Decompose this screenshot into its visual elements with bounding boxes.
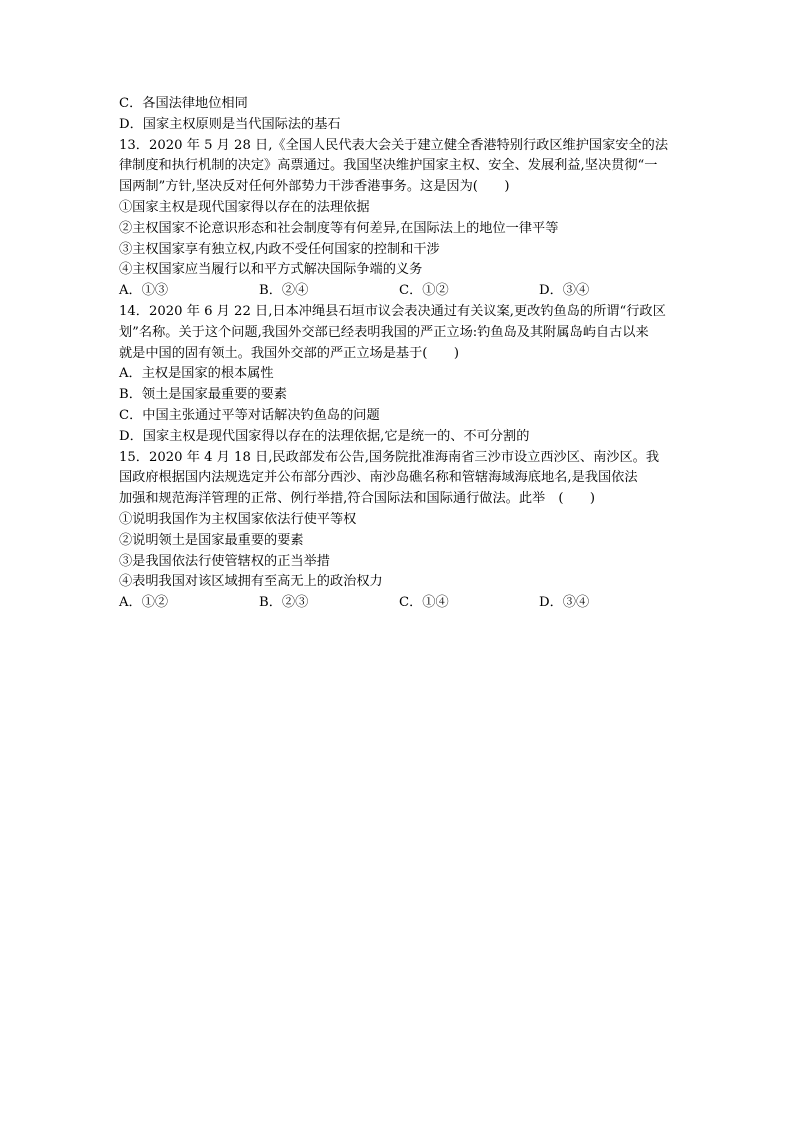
question-stem-line: 15．2020 年 4 月 18 日,民政部发布公告,国务院批准海南省三沙市设立西沙区、南沙区。我	[119, 449, 660, 465]
question-stem-line: 13．2020 年 5 月 28 日,《全国人民代表大会关于建立健全香港特别行政区维护国家安全的法	[119, 137, 669, 153]
question-stem-line: 划”名称。关于这个问题,我国外交部已经表明我国的严正立场:钓鱼岛及其附属岛屿自古以来	[119, 324, 649, 340]
option-b: B．领土是国家最重要的要素	[119, 387, 287, 403]
statement-2: ②主权国家不论意识形态和社会制度等有何差异,在国际法上的地位一律平等	[119, 220, 559, 236]
question-12-tail	[119, 94, 679, 136]
option-a: A．主权是国家的根本属性	[119, 366, 274, 382]
statement-4: ④主权国家应当履行以和平方式解决国际争端的义务	[119, 262, 423, 278]
option-c: C．中国主张通过平等对话解决钓鱼岛的问题	[119, 407, 380, 423]
choice-d: D．③④	[539, 283, 590, 299]
statement-4: ④表明我国对该区域拥有至高无上的政治权力	[119, 574, 383, 590]
statement-3: ③主权国家享有独立权,内政不受任何国家的控制和干涉	[119, 241, 440, 257]
question-stem-line: 律制度和执行机制的决定》高票通过。我国坚决维护国家主权、安全、发展利益,坚决贯彻“一	[119, 158, 658, 174]
question-stem-line: 就是中国的固有领土。我国外交部的严正立场是基于( )	[119, 345, 459, 361]
choice-d: D．③④	[539, 595, 590, 611]
choice-a: A．①③	[119, 283, 169, 299]
statement-2: ②说明领土是国家最重要的要素	[119, 532, 304, 548]
question-15	[119, 448, 679, 614]
answer-choices	[119, 593, 679, 614]
statement-1: ①国家主权是现代国家得以存在的法理依据	[119, 199, 370, 215]
answer-choices	[119, 281, 679, 302]
exam-page	[119, 94, 679, 614]
choice-a: A．①②	[119, 595, 169, 611]
option-c: C．各国法律地位相同	[119, 96, 248, 111]
question-stem-line: 国两制”方针,坚决反对任何外部势力干涉香港事务。这是因为( )	[119, 179, 510, 195]
choice-c: C．①④	[399, 595, 449, 611]
question-stem-line: 14．2020 年 6 月 22 日,日本冲绳县石垣市议会表决通过有关议案,更改钓鱼岛的所谓“行政区	[119, 303, 666, 319]
option-d: D．国家主权原则是当代国际法的基石	[119, 116, 341, 132]
question-stem-line: 加强和规范海洋管理的正常、例行举措,符合国际法和国际通行做法。此举 ( )	[119, 491, 596, 507]
question-13	[119, 136, 679, 302]
choice-c: C．①②	[399, 283, 449, 299]
question-stem-line: 国政府根据国内法规选定并公布部分西沙、南沙岛礁名称和管辖海域海底地名,是我国依法	[119, 470, 638, 486]
choice-b: B．②③	[259, 595, 309, 611]
choice-b: B．②④	[259, 283, 309, 299]
option-d: D．国家主权是现代国家得以存在的法理依据,它是统一的、不可分割的	[119, 428, 530, 444]
question-14	[119, 302, 679, 448]
statement-1: ①说明我国作为主权国家依法行使平等权	[119, 511, 357, 527]
statement-3: ③是我国依法行使管辖权的正当举措	[119, 553, 330, 569]
